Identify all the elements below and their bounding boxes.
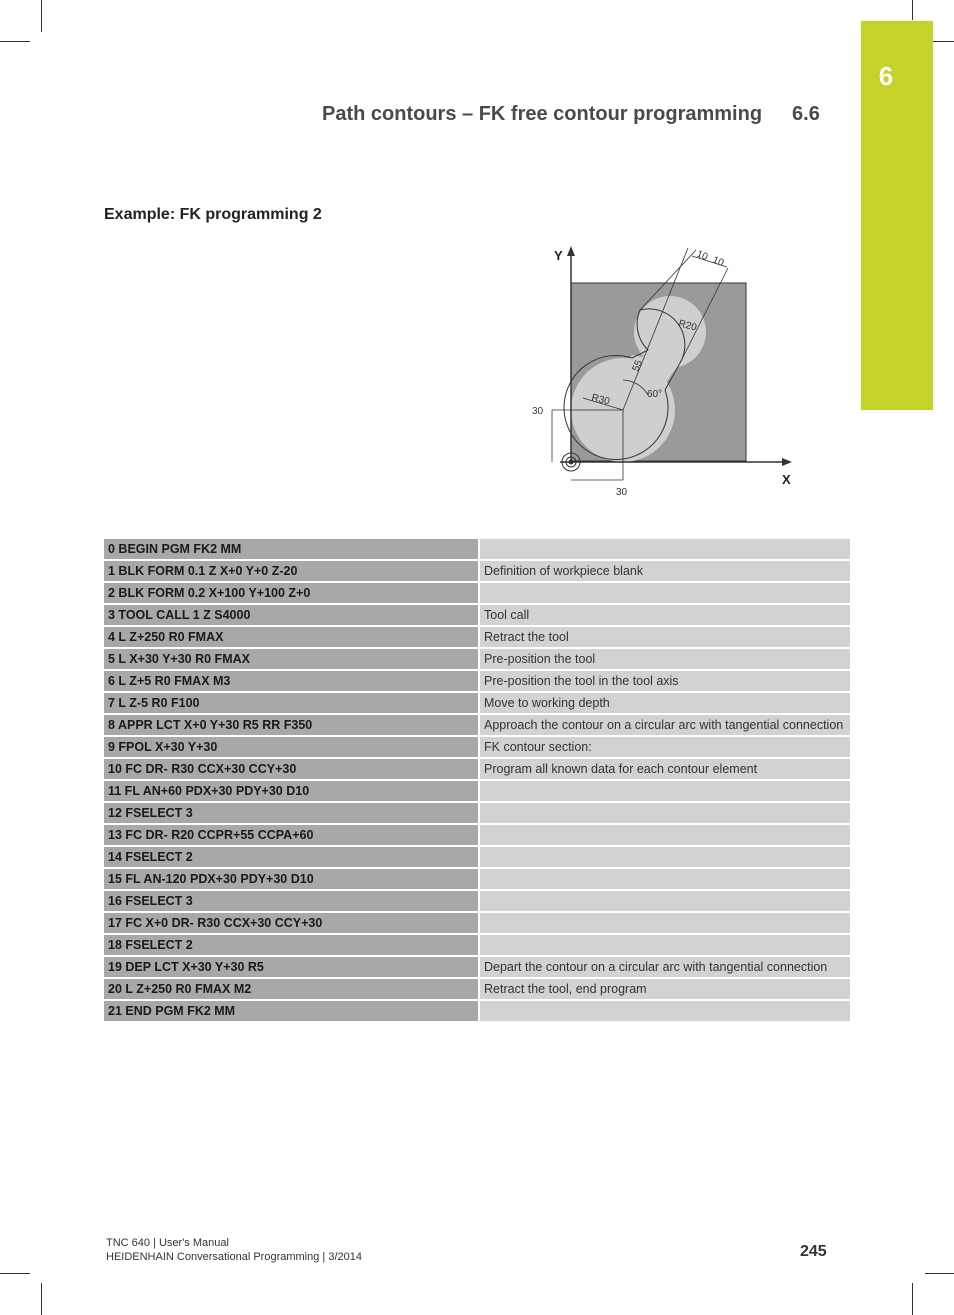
crop-mark (925, 1273, 954, 1274)
nc-block-description: FK contour section: (478, 737, 850, 757)
crop-mark (0, 1273, 30, 1274)
nc-block-description (478, 781, 850, 801)
dim-10-b: 10 (710, 254, 726, 269)
radius-small-label: R20 (677, 318, 698, 334)
nc-block: 21 END PGM FK2 MM (104, 1001, 478, 1021)
nc-block-description (478, 583, 850, 603)
nc-block-description (478, 803, 850, 823)
crop-mark (41, 1283, 42, 1315)
nc-block: 10 FC DR- R30 CCX+30 CCY+30 (104, 759, 478, 779)
nc-block-description (478, 539, 850, 559)
crop-mark (0, 41, 30, 42)
length-label: 55 (630, 358, 645, 374)
table-row (104, 737, 850, 757)
program-table (104, 537, 850, 1023)
running-head (322, 103, 820, 126)
table-row (104, 913, 850, 933)
nc-block: 14 FSELECT 2 (104, 847, 478, 867)
contour-figure (520, 240, 800, 500)
angle-label: 60° (647, 389, 663, 400)
nc-block: 0 BEGIN PGM FK2 MM (104, 539, 478, 559)
nc-block-description: Program all known data for each contour element (478, 759, 850, 779)
nc-block-description: Retract the tool, end program (478, 979, 850, 999)
nc-block-description (478, 935, 850, 955)
nc-block: 5 L X+30 Y+30 R0 FMAX (104, 649, 478, 669)
nc-block: 9 FPOL X+30 Y+30 (104, 737, 478, 757)
crop-mark (912, 1283, 913, 1315)
nc-block: 3 TOOL CALL 1 Z S4000 (104, 605, 478, 625)
nc-block-description: Retract the tool (478, 627, 850, 647)
table-row (104, 847, 850, 867)
footer-manual: TNC 640 | User's Manual (106, 1237, 229, 1249)
nc-block: 18 FSELECT 2 (104, 935, 478, 955)
y-axis-arrow (567, 246, 575, 256)
nc-block-description: Depart the contour on a circular arc with tangential connection (478, 957, 850, 977)
table-row (104, 561, 850, 581)
nc-block-description (478, 847, 850, 867)
crop-mark (912, 0, 913, 20)
chapter-tab (861, 21, 933, 410)
table-row (104, 759, 850, 779)
nc-block-description (478, 869, 850, 889)
table-row (104, 935, 850, 955)
nc-block-description: Approach the contour on a circular arc with tangential connection (478, 715, 850, 735)
nc-block-description: Tool call (478, 605, 850, 625)
nc-block: 20 L Z+250 R0 FMAX M2 (104, 979, 478, 999)
footer (106, 1236, 362, 1264)
radius-large-label: R30 (590, 392, 611, 408)
nc-block: 7 L Z-5 R0 F100 (104, 693, 478, 713)
table-row (104, 891, 850, 911)
nc-block-description (478, 913, 850, 933)
x-axis-arrow (782, 458, 792, 466)
crop-mark (41, 0, 42, 32)
x-value-label: 30 (616, 487, 628, 498)
table-row (104, 781, 850, 801)
table-row (104, 627, 850, 647)
header-title: Path contours – FK free contour programming (322, 103, 763, 125)
example-title: Example: FK programming 2 (104, 206, 322, 223)
nc-block: 11 FL AN+60 PDX+30 PDY+30 D10 (104, 781, 478, 801)
table-row (104, 979, 850, 999)
table-row (104, 539, 850, 559)
nc-block-description: Move to working depth (478, 693, 850, 713)
table-row (104, 957, 850, 977)
dim-10-a: 10 (694, 248, 710, 263)
nc-block-description: Pre-position the tool (478, 649, 850, 669)
table-row (104, 803, 850, 823)
nc-block-description (478, 825, 850, 845)
footer-subtitle: HEIDENHAIN Conversational Programming | 3/2014 (106, 1251, 362, 1263)
table-row (104, 1001, 850, 1021)
nc-block: 1 BLK FORM 0.1 Z X+0 Y+0 Z-20 (104, 561, 478, 581)
table-row (104, 693, 850, 713)
table-row (104, 605, 850, 625)
nc-block: 17 FC X+0 DR- R30 CCX+30 CCY+30 (104, 913, 478, 933)
nc-block-description: Pre-position the tool in the tool axis (478, 671, 850, 691)
axis-y-label: Y (554, 248, 563, 263)
chapter-number: 6 (878, 61, 894, 91)
y-value-label: 30 (532, 406, 544, 417)
axis-x-label: X (782, 472, 791, 487)
nc-block-description: Definition of workpiece blank (478, 561, 850, 581)
nc-block: 16 FSELECT 3 (104, 891, 478, 911)
table-row (104, 671, 850, 691)
table-row (104, 583, 850, 603)
nc-block: 13 FC DR- R20 CCPR+55 CCPA+60 (104, 825, 478, 845)
nc-block: 4 L Z+250 R0 FMAX (104, 627, 478, 647)
nc-block: 15 FL AN-120 PDX+30 PDY+30 D10 (104, 869, 478, 889)
table-row (104, 869, 850, 889)
nc-block-description (478, 891, 850, 911)
nc-block-description (478, 1001, 850, 1021)
nc-block: 8 APPR LCT X+0 Y+30 R5 RR F350 (104, 715, 478, 735)
header-section: 6.6 (792, 103, 820, 125)
table-row (104, 649, 850, 669)
nc-block: 2 BLK FORM 0.2 X+100 Y+100 Z+0 (104, 583, 478, 603)
nc-block: 12 FSELECT 3 (104, 803, 478, 823)
table-row (104, 825, 850, 845)
page-number: 245 (800, 1243, 827, 1260)
nc-block: 19 DEP LCT X+30 Y+30 R5 (104, 957, 478, 977)
table-row (104, 715, 850, 735)
nc-block: 6 L Z+5 R0 FMAX M3 (104, 671, 478, 691)
